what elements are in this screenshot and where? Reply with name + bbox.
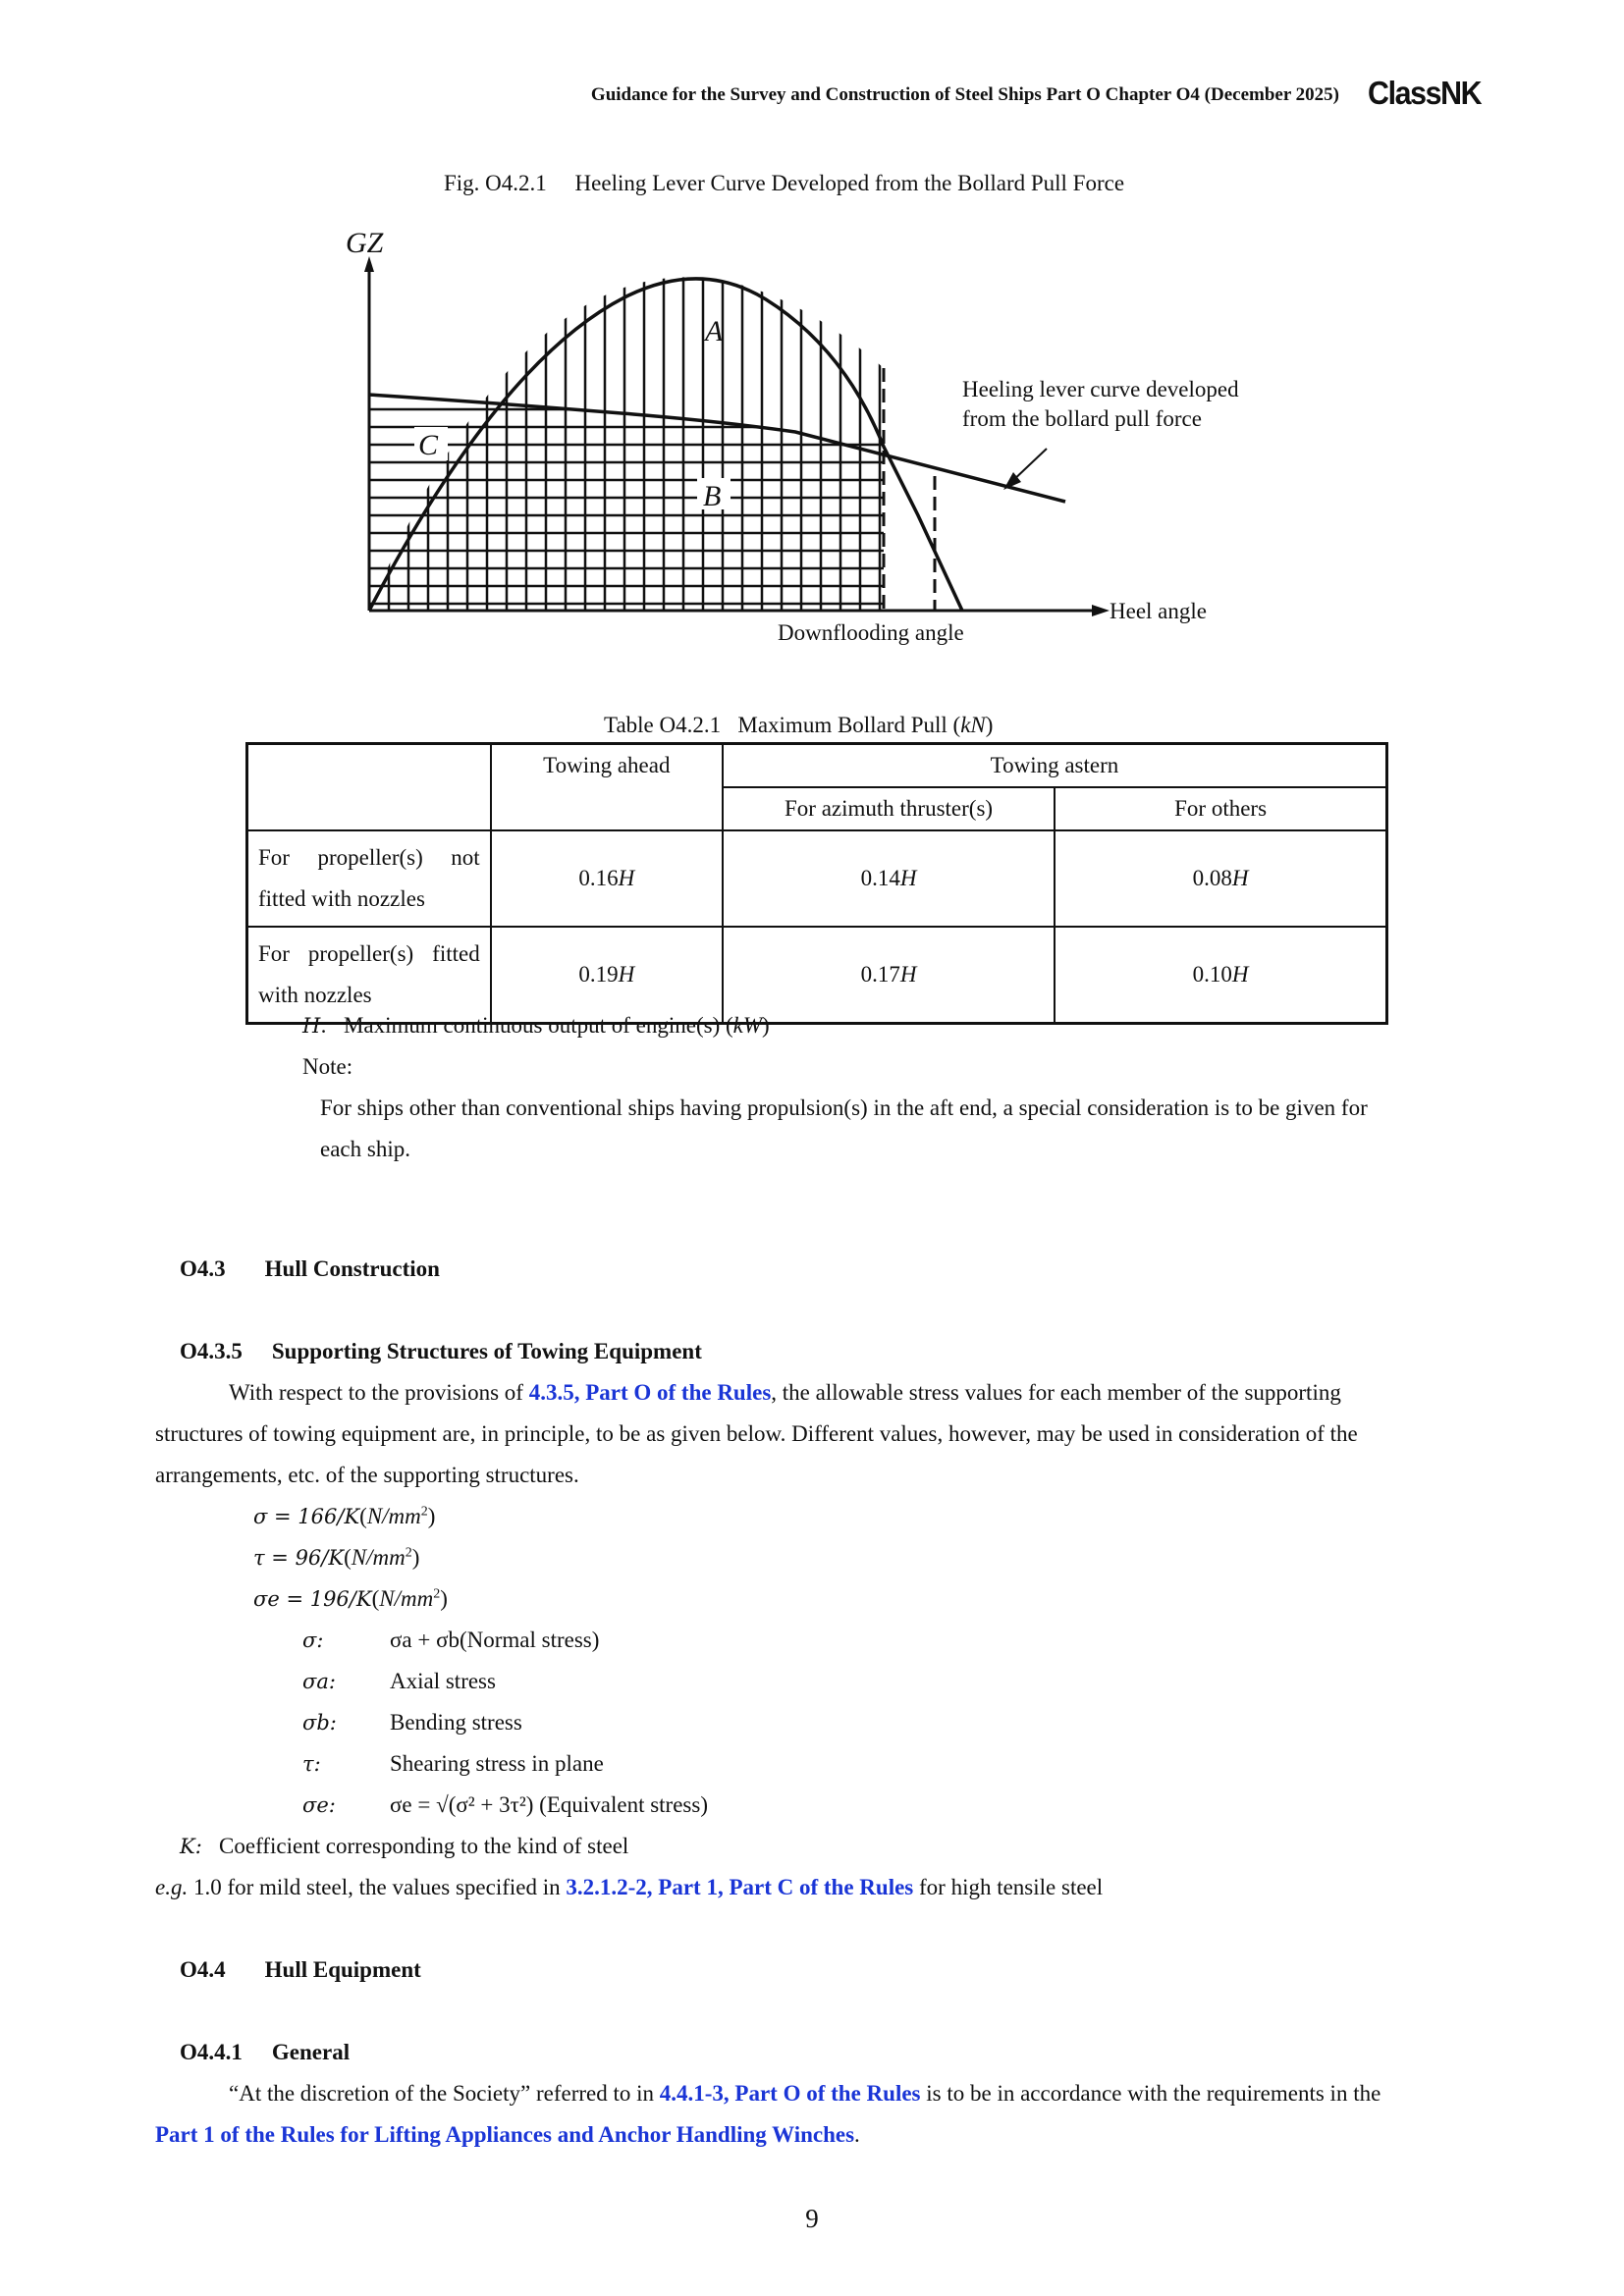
o435-paragraph-line1: With respect to the provisions of 4.3.5, Part O of the Rules, the allowable stress values for each member of the supporting [229,1380,1341,1405]
heeling-label-line1: Heeling lever curve developed [962,377,1239,401]
heel-axis-arrow-icon [1092,605,1110,616]
def-desc: Axial stress [390,1669,496,1693]
o435-paragraph-line2: structures of towing equipment are, in principle, to be as given below. Different values, however, may be used in consideration of the [155,1421,1358,1446]
note-label: Note: [302,1054,353,1079]
area-c-label: C [418,429,439,461]
eq-tau: $\tau = 96/K(N/mm^2)$ [253,1545,420,1570]
link-4-4-1-3-part-o[interactable]: 4.4.1-3, Part O of the Rules [659,2081,921,2106]
def-sym: σb: [302,1711,337,1735]
table-caption [604,713,993,738]
figure-caption [444,171,1124,196]
k-definition: K: Coefficient corresponding to the kind of steel [180,1834,629,1858]
figure-caption-number: Fig. O4.2.1 [444,171,547,195]
cell-azimuth: 0.14H [723,830,1055,927]
row-label: For propeller(s) not fitted with nozzles [247,830,491,927]
table-caption-close: ) [985,713,994,737]
def-desc: Bending stress [390,1710,522,1735]
header-others: For others [1055,787,1386,830]
def-sym: σe: [302,1793,336,1817]
row-label: For propeller(s) fitted with nozzles [247,927,491,1024]
eg-line: e.g. 1.0 for mild steel, the values specified in 3.2.1.2-2, Part 1, Part C of the Rules for high tensile steel [155,1875,1104,1899]
gz-label: GZ [346,227,384,259]
table-row [247,927,1387,1024]
eq-sigma-e: $\sigma e = 196/K(N/mm^2)$ [253,1586,448,1611]
def-desc: Shearing stress in plane [390,1751,604,1776]
table-caption-unit: kN [960,713,986,737]
section-o4-4-heading: O4.4 Hull Equipment [180,1957,421,1982]
link-3-2-1-2-2-part-c[interactable]: 3.2.1.2-2, Part 1, Part C of the Rules [566,1875,914,1899]
area-a-label: A [705,315,724,347]
link-lifting-appliances-rules[interactable]: Part 1 of the Rules for Lifting Appliances and Anchor Handling Winches [155,2122,855,2147]
cell-others: 0.08H [1055,830,1386,927]
classnk-logo: ClassNK [1367,75,1481,111]
o441-paragraph-line2: Part 1 of the Rules for Lifting Appliances and Anchor Handling Winches. [155,2122,860,2147]
cell-ahead: 0.19H [491,927,723,1024]
eq-sigma: $\sigma = 166/K(N/mm^2)$ [253,1504,436,1528]
link-4-3-5-part-o[interactable]: 4.3.5, Part O of the Rules [528,1380,772,1405]
cell-others: 0.10H [1055,927,1386,1024]
def-sym: σa: [302,1670,336,1693]
o435-paragraph-line3: arrangements, etc. of the supporting structures. [155,1463,579,1487]
table-corner-cell [247,744,491,831]
table-caption-number: Table O4.2.1 [604,713,722,737]
def-sym: σ: [302,1629,324,1652]
heeling-lever-figure [334,221,1257,663]
table-row [247,830,1387,927]
h-definition: H: Maximum continuous output of engine(s) (kW) [302,1013,770,1038]
heeling-label-line2: from the bollard pull force [962,406,1202,431]
section-o4-3-5-heading: O4.3.5 Supporting Structures of Towing Equipment [180,1339,702,1363]
def-desc: σe = √(σ² + 3τ²) (Equivalent stress) [390,1792,708,1817]
h-symbol: H [302,1014,321,1038]
section-o4-3-heading: O4.3 Hull Construction [180,1256,440,1281]
table-caption-title: Maximum Bollard Pull ( [737,713,961,737]
def-desc: σa + σb(Normal stress) [390,1628,600,1652]
figure-caption-title: Heeling Lever Curve Developed from the Bollard Pull Force [574,171,1125,195]
header-title: Guidance for the Survey and Construction of Steel Ships Part O Chapter O4 (December 2025) [590,84,1339,105]
note-line1: For ships other than conventional ships having propulsion(s) in the aft end, a special consideration is to be given for [320,1095,1368,1120]
cell-ahead: 0.16H [491,830,723,927]
header-towing-astern: Towing astern [723,744,1387,788]
bollard-pull-table [245,742,1388,1025]
heel-angle-label: Heel angle [1110,599,1207,623]
header-towing-ahead: Towing ahead [491,744,723,831]
section-o4-4-1-heading: O4.4.1 General [180,2040,351,2064]
page-number: 9 [805,2204,819,2233]
note-line2: each ship. [320,1137,410,1161]
cell-azimuth: 0.17H [723,927,1055,1024]
area-b-label: B [703,480,722,512]
downflooding-label: Downflooding angle [778,620,964,645]
def-sym: τ: [302,1752,321,1776]
o441-paragraph-line1: “At the discretion of the Society” referred to in 4.4.1-3, Part O of the Rules is to be in accordance with the requirements in the [229,2081,1381,2106]
header-azimuth: For azimuth thruster(s) [723,787,1055,830]
